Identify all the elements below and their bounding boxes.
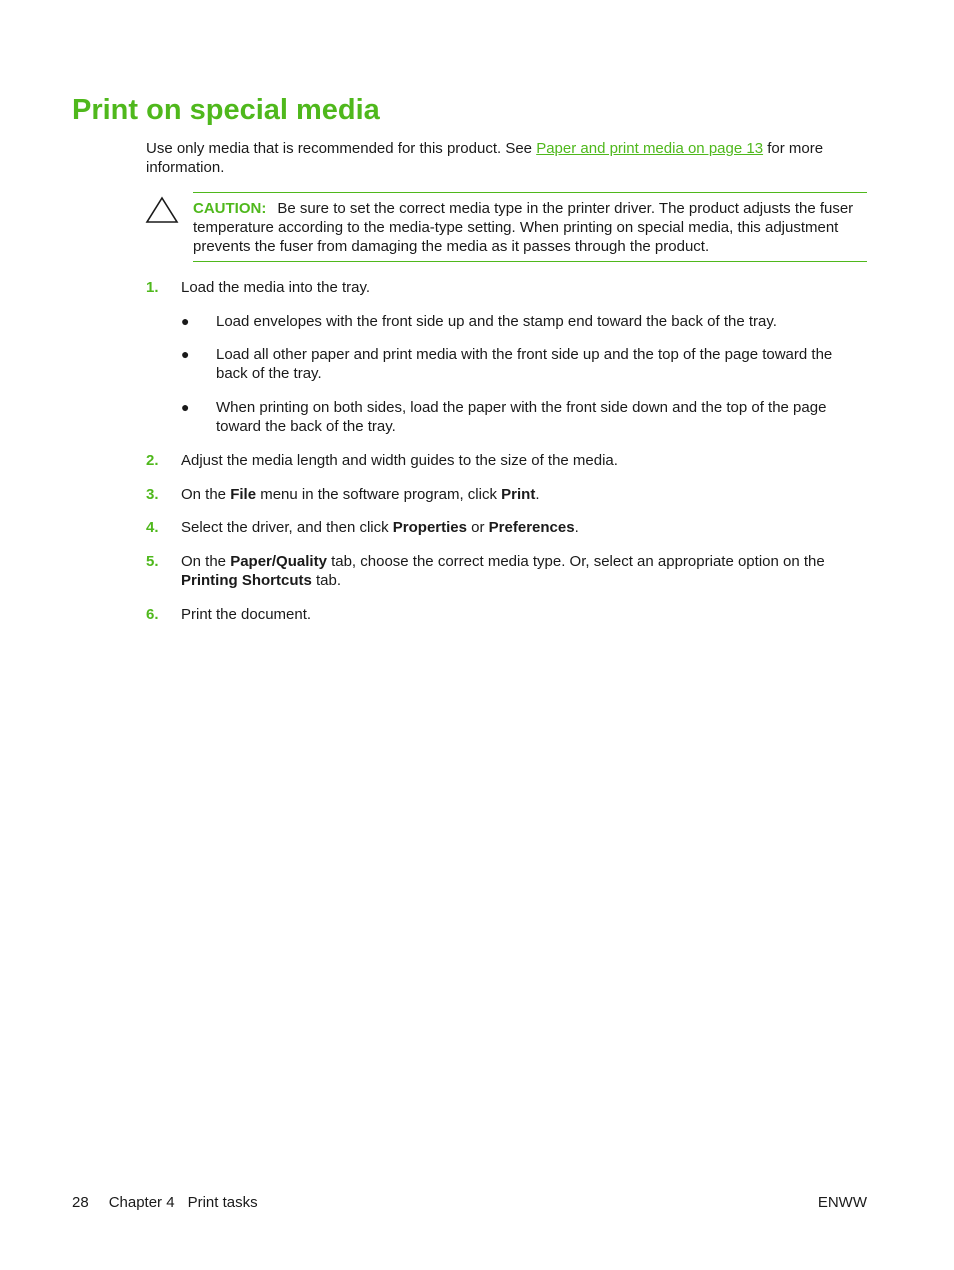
intro-paragraph bbox=[146, 139, 868, 177]
bullet-text: Load envelopes with the front side up and the stamp end toward the back of the tray. bbox=[216, 313, 777, 330]
step-text-part: On the bbox=[181, 553, 231, 570]
step-text bbox=[181, 518, 868, 537]
bullet-text: When printing on both sides, load the paper with the front side down and the top of the page toward the back of the tray. bbox=[216, 399, 827, 435]
step-number: 3. bbox=[146, 486, 159, 503]
step-number: 5. bbox=[146, 553, 159, 570]
bullet-icon: ● bbox=[181, 346, 190, 362]
step-text-part: or bbox=[466, 519, 489, 536]
page-footer-left bbox=[72, 1193, 258, 1212]
step-4 bbox=[146, 518, 868, 537]
properties-term: Properties bbox=[392, 519, 467, 536]
warning-triangle-icon bbox=[145, 196, 179, 224]
bullet-item bbox=[181, 345, 868, 383]
footer-locale: ENWW bbox=[817, 1194, 867, 1211]
bullet-item bbox=[181, 398, 868, 436]
step-number: 2. bbox=[146, 452, 159, 469]
bullet-text: Load all other paper and print media with the front side up and the top of the page toward the back of the tray. bbox=[216, 346, 833, 382]
footer-chapter: Chapter 4 bbox=[108, 1194, 175, 1211]
step-6 bbox=[146, 605, 868, 624]
bullet-icon: ● bbox=[181, 399, 190, 415]
step-2 bbox=[146, 451, 868, 470]
step-text-part: menu in the software program, click bbox=[256, 486, 502, 503]
page-number: 28 bbox=[72, 1194, 89, 1211]
paper-quality-term: Paper/Quality bbox=[230, 553, 327, 570]
step-text-part: tab, choose the correct media type. Or, select an appropriate option on the bbox=[326, 553, 825, 570]
step-text-part: On the bbox=[181, 486, 231, 503]
step-text-part: tab. bbox=[311, 572, 342, 589]
step-3 bbox=[146, 485, 868, 504]
intro-text: Use only media that is recommended for this product. See bbox=[146, 140, 537, 157]
step-5 bbox=[146, 552, 868, 590]
step-number: 1. bbox=[146, 279, 159, 296]
step-1 bbox=[146, 278, 868, 297]
bullet-icon: ● bbox=[181, 313, 190, 329]
step-text-part: . bbox=[535, 486, 540, 503]
print-command-term: Print bbox=[501, 486, 536, 503]
page-title: Print on special media bbox=[72, 94, 380, 126]
caution-text: Be sure to set the correct media type in the printer driver. The product adjusts the fuser temperature according to the media-type setting. When printing on special media, this adjustment prevents the fuser from damaging the media as it passes through the product. bbox=[193, 200, 854, 255]
intro-text-end: for more information. bbox=[146, 140, 824, 176]
step-text: Adjust the media length and width guides to the size of the media. bbox=[181, 452, 618, 469]
footer-section: Print tasks bbox=[187, 1194, 258, 1211]
file-menu-term: File bbox=[230, 486, 257, 503]
step-text: Load the media into the tray. bbox=[181, 279, 371, 296]
step-text: Print the document. bbox=[181, 606, 312, 623]
step-text bbox=[181, 552, 868, 590]
paper-media-link[interactable]: Paper and print media on page 13 bbox=[536, 140, 764, 157]
caution-label: CAUTION: bbox=[193, 200, 267, 217]
step-number: 4. bbox=[146, 519, 159, 536]
step-text-part: Select the driver, and then click bbox=[181, 519, 393, 536]
preferences-term: Preferences bbox=[488, 519, 575, 536]
step-text-part: . bbox=[574, 519, 579, 536]
step-number: 6. bbox=[146, 606, 159, 623]
bullet-item bbox=[181, 312, 868, 331]
printing-shortcuts-term: Printing Shortcuts bbox=[181, 572, 312, 589]
step-text bbox=[181, 485, 868, 504]
caution-note bbox=[193, 192, 867, 262]
